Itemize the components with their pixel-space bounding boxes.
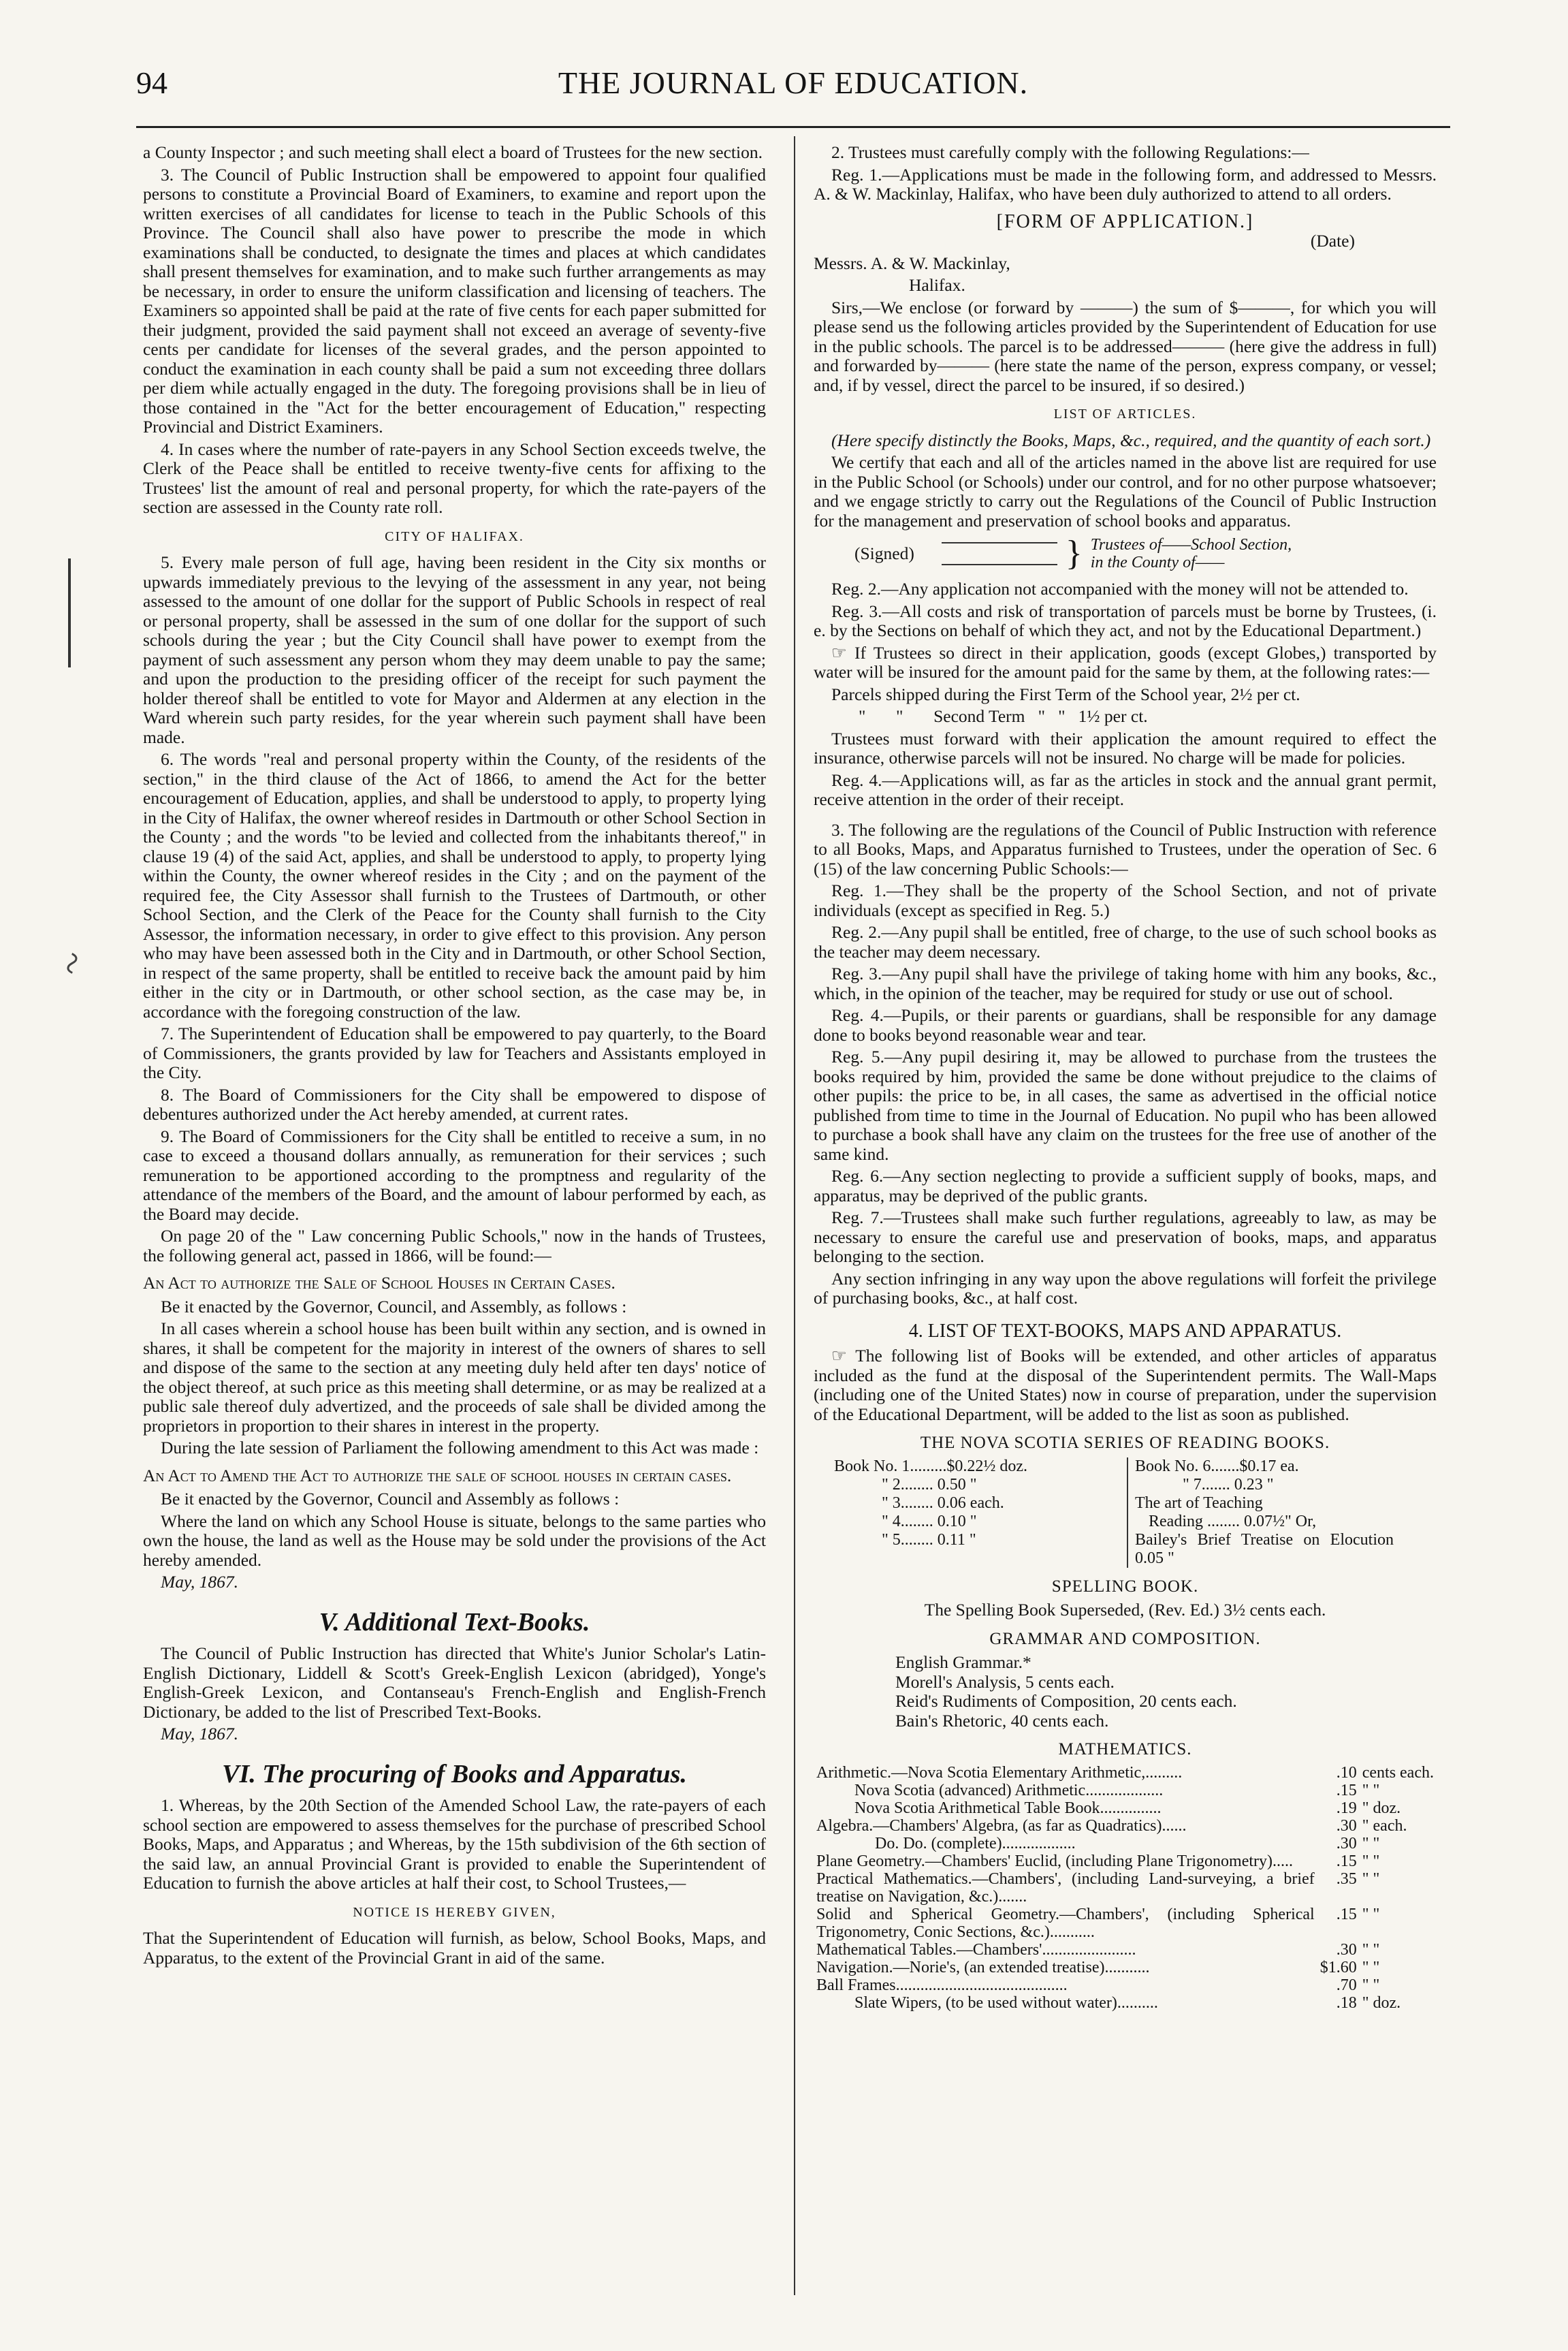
list-note: ☞ The following list of Books will be extended, and other articles of apparatus included as the fund at the disposal of the Superintendent permits. The Wall-Maps (including one of the United States) now in course of preparation, under the supervision of the Educational Department, will be added to the list as soon as published. (814, 1346, 1437, 1424)
signature-lines (942, 542, 1057, 565)
margin-pencil-mark (68, 558, 71, 667)
list-item: " 4........ 0.10 " (882, 1512, 977, 1530)
paragraph: On page 20 of the " Law concerning Public Schools," now in the hands of Trustees, the following general act, passed in 1866, will be found:— (143, 1226, 766, 1265)
journal-title: THE JOURNAL OF EDUCATION. (558, 65, 1029, 100)
insurance-rate: " " Second Term " " 1½ per ct. (859, 706, 1148, 726)
price-cell: .15 (1336, 1781, 1357, 1799)
certification: We certify that each and all of the articles named in the above list are required for use in the Public School (or Schools) under our control, and for no other purpose whatsoever; and we engage strictly to carry out the Regulations of the Council of Public Instruction for the management and preservation of school books and apparatus. (814, 452, 1437, 531)
unit-cell: " " (1362, 1781, 1380, 1799)
list-title: 4. LIST OF TEXT-BOOKS, MAPS AND APPARATUS. (908, 1320, 1342, 1342)
list-item: Reid's Rudiments of Composition, 20 cents each. (895, 1691, 1237, 1711)
reading-books-right (1128, 1457, 1394, 1568)
act-title: An Act to authorize the Sale of School Houses in Certain Cases. (143, 1273, 615, 1293)
item-cell: Do. Do. (complete).................. (875, 1834, 1076, 1852)
table-row (814, 1782, 1437, 1799)
table-row (814, 1764, 1437, 1782)
section-title-procuring-books: VI. The procuring of Books and Apparatus. (222, 1759, 687, 1788)
table-row (814, 1852, 1437, 1870)
regulation: ☞ If Trustees so direct in their application, goods (except Globes,) transported by water will be insured for the amount paid for the same by them, at the following rates:— (814, 642, 1437, 682)
regulation: Reg. 2.—Any application not accompanied with the money will not be attended to. (831, 579, 1409, 599)
regulation: Reg. 4.—Applications will, as far as the articles in stock and the annual grant permit, receive attention in the order of their receipt. (814, 770, 1437, 809)
table-row (814, 1835, 1437, 1852)
grammar-title: GRAMMAR AND COMPOSITION. (989, 1629, 1261, 1648)
paragraph: 9. The Board of Commissioners for the City shall be entitled to receive a sum, in no case to exceed a thousand dollars annually, as remuneration for their services ; such remuneration to be apportioned according to the promptness and regularity of the attendance of the members of the Board, and the amount of labour performed by each, as the Board may decide. (143, 1126, 766, 1224)
paragraph: 5. Every male person of full age, having been resident in the City six months or upwards immediately previous to the levying of the assessment in any year, not being assessed to the amount of one dollar for the support of Public Schools in respect of real or personal property, shall be assessed in the sum of one dollar for the support of such schools during the year ; but the City Council shall have power to exempt from the payment of such assessment any person whom they may deem unable to pay the same; and upon the production to the presiding officer of the receipt for such payment the holder thereof shall be entitled to vote for Mayor and Aldermen at any election in the Ward wherein such party resides, for the year wherein such payment shall have been made. (143, 552, 766, 747)
list-note: (Here specify distinctly the Books, Maps, &c., required, and the quantity of each sort.) (831, 430, 1431, 450)
date-line: May, 1867. (161, 1724, 239, 1743)
unit-cell: cents each. (1362, 1763, 1434, 1782)
table-row (814, 1817, 1437, 1835)
list-item: The art of Teaching (1135, 1494, 1263, 1512)
item-cell: Nova Scotia Arithmetical Table Book............... (854, 1799, 1162, 1817)
form-body: Sirs,—We enclose (or forward by ———) the sum of $———, for which you will please send us the following articles provided by the Superintendent of Education for use in the public schools. The parcel is to be addressed——— (here give the address in full) and forwarded by——— (here state the name of the person, express company, or vessel; and, if by vessel, direct the parcel to be insured, if so desired.) (814, 297, 1437, 395)
regulation: Reg. 4.—Pupils, or their parents or guardians, shall be responsible for any damage done to books beyond reasonable wear and tear. (814, 1005, 1437, 1045)
paragraph: 7. The Superintendent of Education shall be empowered to pay quarterly, to the Board of Commissioners, the grants provided by law for Teachers and Assistants employed in the City. (143, 1024, 766, 1082)
spelling-item: The Spelling Book Superseded, (Rev. Ed.) 3½ cents each. (924, 1600, 1326, 1620)
list-item: English Grammar.* (895, 1652, 1031, 1672)
list-item: " 5........ 0.11 " (882, 1530, 976, 1549)
paragraph: 3. The Council of Public Instruction shall be empowered to appoint four qualified persons to constitute a Provincial Board of Examiners, to examine and report upon the written exercises of all candidates for license to teach in the Public Schools of this Province. The Council shall also have power to prescribe the mode in which examinations shall be conducted, to designate the times and places at which candidates shall present themselves for examination, and to make such further arrangements as may be necessary, in order to ensure the uniform classification and licensing of teachers. The Examiners so appointed shall be paid at the rate of five cents for each paper submitted for their judgment, provided the said payment shall not exceed an average of seventy-five cents per candidate for licenses of the several grades, and the person appointed to conduct the examination in each county shall be paid a sum not exceeding three dollars per diem while actually engaged in the duty. The foregoing provisions shall be in lieu of those contained in the "Act for the better encouragement of Education," respecting Provincial and District Examiners. (143, 164, 766, 437)
trustees-label (1091, 536, 1292, 571)
paragraph: 3. The following are the regulations of the Council of Public Instruction with reference to all Books, Maps, and Apparatus furnished to Trustees, under the operation of Sec. 6 (15) of the law concerning Public Schools:— (814, 819, 1437, 879)
paragraph: 2. Trustees must carefully comply with the following Regulations:— (831, 142, 1309, 162)
section-title-additional-text-books: V. Additional Text-Books. (319, 1607, 590, 1637)
table-row (814, 1870, 1437, 1906)
price-cell: .70 (1336, 1976, 1357, 1994)
form-title: [FORM OF APPLICATION.] (996, 210, 1254, 232)
enactment: Be it enacted by the Governor, Council and Assembly as follows : (161, 1489, 620, 1509)
regulation: Reg. 1.—Applications must be made in the following form, and addressed to Messrs. A. & W. Mackinlay, Halifax, who have been duly authorized to attend to all orders. (814, 164, 1437, 204)
item-cell: Navigation.—Norie's, (an extended treatise)........... (816, 1958, 1150, 1976)
list-item: Book No. 6.......$0.17 ea. (1135, 1457, 1299, 1475)
paragraph: In all cases wherein a school house has been built within any section, and is owned in shares, it shall be competent for the majority in interest of the owners of shares to sell and dispose of the same to the section at any meeting duly held after ten days' notice of the object thereof, at such price as this meeting shall determine, or as may be realized at a public sale thereof duly advertized, and the proceeds of sale shall be divided among the proprietors in proportion to their shares in interest in the property. (143, 1319, 766, 1436)
list-item: Book No. 1.........$0.22½ doz. (834, 1457, 1027, 1475)
item-cell: Algebra.—Chambers' Algebra, (as far as Quadratics)...... (816, 1816, 1187, 1835)
price-cell: .15 (1336, 1852, 1357, 1870)
price-cell: .18 (1336, 1993, 1357, 2012)
form-date: (Date) (1310, 231, 1355, 251)
left-column (143, 143, 766, 1970)
paragraph: Where the land on which any School House is situate, belongs to the same parties who own the house, the land as well as the House may be sold under the provisions of the Act hereby amended. (143, 1511, 766, 1570)
header-rule (136, 126, 1450, 128)
form-addressee-city: Halifax. (909, 275, 965, 295)
grammar-list (814, 1653, 1437, 1731)
paragraph: 8. The Board of Commissioners for the City shall be empowered to dispose of debentures authorized under the Act hereby amended, at current rates. (143, 1084, 766, 1124)
regulation: Reg. 6.—Any section neglecting to provide a sufficient supply of books, maps, and apparatus, may be deprived of the public grants. (814, 1166, 1437, 1205)
spelling-title: SPELLING BOOK. (1051, 1577, 1199, 1596)
unit-cell: " " (1362, 1869, 1380, 1888)
unit-cell: " each. (1362, 1816, 1407, 1835)
list-item: " 3........ 0.06 each. (882, 1494, 1004, 1512)
regulation: Reg. 2.—Any pupil shall be entitled, free of charge, to the use of such school books as the teacher may deem necessary. (814, 922, 1437, 962)
list-item: Reading ........ 0.07½" Or, (1149, 1512, 1317, 1530)
reading-books-table (834, 1457, 1437, 1568)
paragraph: Trustees must forward with their application the amount required to effect the insurance, otherwise parcels will not be insured. No charge will be made for policies. (814, 728, 1437, 768)
right-column (814, 143, 1437, 2012)
paragraph: During the late session of Parliament the following amendment to this Act was made : (161, 1438, 759, 1457)
table-row (814, 1976, 1437, 1994)
list-item: Bain's Rhetoric, 40 cents each. (895, 1710, 1109, 1731)
page-header (136, 65, 1450, 112)
item-cell: Solid and Spherical Geometry.—Chambers', (including Spherical Trigonometry, Conic Sections, &c.)........... (816, 1905, 1315, 1941)
paragraph: 1. Whereas, by the 20th Section of the Amended School Law, the rate-payers of each school section are empowered to assess themselves for the purchase of prescribed School Books, Maps, and Apparatus ; and Whereas, by the 15th subdivision of the 6th section of the said law, an annual Provincial Grant is provided to enable the Superintendent of Education to furnish the above articles at half their cost, to School Trustees,— (143, 1795, 766, 1893)
item-cell: Mathematical Tables.—Chambers'....................... (816, 1940, 1136, 1959)
paragraph: 6. The words "real and personal property within the County, of the residents of the section," in the third clause of the Act of 1866, to amend the Act for the better encouragement of Education, applies, and shall be understood to apply, to property lying in the City of Halifax, the owner whereof resides in Dartmouth or other School Section in the County ; and the words "to be levied and collected from the inhabitants thereof," in clause 19 (4) of the said Act, applies, and shall be understood to apply, to property lying within the County, the owner whereof resides in the City ; and on the payment of the required fee, the City Assessor shall furnish to the Trustees of Dartmouth, or other School Section, and the Clerk of the Peace for the County shall furnish to the City Assessor, the information necessary, in order to give effect to this provision. Any person who may have been assessed both in the City and in Dartmouth, or other School Section, in respect of the same property, shall be entitled to receive back the amount paid by him either in the city or in Dartmouth, or other school section, as the case may be, in accordance with the foregoing construction of the law. (143, 749, 766, 1022)
brace: } (1065, 533, 1083, 573)
item-cell: Arithmetic.—Nova Scotia Elementary Arithmetic,......... (816, 1763, 1183, 1782)
margin-scribble: ~ (47, 945, 97, 981)
list-of-articles-heading: LIST OF ARTICLES. (1053, 407, 1197, 422)
unit-cell: " " (1362, 1834, 1380, 1852)
reading-books-title: THE NOVA SCOTIA SERIES OF READING BOOKS. (920, 1434, 1330, 1452)
regulation: Reg. 5.—Any pupil desiring it, may be allowed to purchase from the trustees the books required by him, provided the same be done without prejudice to the claims of other pupils: the price to be, in all cases, the same as advertised in the official notice published from time to time in the Journal of Education. No pupil who has been allowed to purchase a book shall have any claim on the trustees for the free use of another of the same kind. (814, 1047, 1437, 1164)
price-cell: $1.60 (1319, 1958, 1357, 1976)
unit-cell: " doz. (1362, 1993, 1401, 2012)
unit-cell: " " (1362, 1905, 1380, 1923)
item-cell: Practical Mathematics.—Chambers', (including Land-surveying, a brief treatise on Navigation, &c.)....... (816, 1869, 1315, 1906)
regulation: Any section infringing in any way upon the above regulations will forfeit the privilege of purchasing books, &c., at half cost. (814, 1268, 1437, 1308)
mathematics-title: MATHEMATICS. (1058, 1740, 1192, 1758)
unit-cell: " " (1362, 1852, 1380, 1870)
table-row (814, 1959, 1437, 1976)
list-item: " 7....... 0.23 " (1183, 1475, 1274, 1494)
trustees-line-2: in the County of—— (1090, 554, 1225, 571)
table-row (814, 1906, 1437, 1941)
act-title: An Act to Amend the Act to authorize the sale of school houses in certain cases. (143, 1465, 732, 1485)
date-line: May, 1867. (161, 1572, 239, 1592)
item-cell: Ball Frames.......................................... (816, 1976, 1068, 1994)
unit-cell: " " (1362, 1958, 1380, 1976)
table-row (814, 1799, 1437, 1817)
column-divider (794, 136, 795, 2295)
form-addressee: Messrs. A. & W. Mackinlay, (814, 253, 1010, 273)
item-cell: Plane Geometry.—Chambers' Euclid, (including Plane Trigonometry)..... (816, 1852, 1293, 1870)
unit-cell: " doz. (1362, 1799, 1401, 1817)
table-row (814, 1941, 1437, 1959)
insurance-rate: Parcels shipped during the First Term of the School year, 2½ per ct. (831, 684, 1300, 704)
paragraph: The Council of Public Instruction has directed that White's Junior Scholar's Latin-English Dictionary, Liddell & Scott's Greek-English Lexicon (abridged), Yonge's English-Greek Lexicon, and Contanseau's French-English and English-French Dictionary, be added to the list of Prescribed Text-Books. (143, 1643, 766, 1722)
regulation: Reg. 3.—Any pupil shall have the privilege of taking home with him any books, &c., which, in the opinion of the teacher, may be required for study or use out of school. (814, 964, 1437, 1003)
paragraph: That the Superintendent of Education will furnish, as below, School Books, Maps, and Apparatus, to the extent of the Provincial Grant in aid of the same. (143, 1928, 766, 1968)
regulation: Reg. 3.—All costs and risk of transportation of parcels must be borne by Trustees, (i. e. by the Sections on behalf of which they act, and not by the Educational Department.) (814, 601, 1437, 640)
price-cell: .10 (1336, 1763, 1357, 1782)
signed-label: (Signed) (854, 543, 914, 563)
list-item: Bailey's Brief Treatise on Elocution 0.05 " (1135, 1530, 1394, 1567)
item-cell: Slate Wipers, (to be used without water).......... (854, 1993, 1158, 2012)
signature-block (854, 533, 1437, 573)
mathematics-table (814, 1764, 1437, 2012)
notice-heading: NOTICE IS HEREBY GIVEN, (353, 1904, 556, 1920)
price-cell: .15 (1336, 1905, 1357, 1923)
page-number: 94 (136, 65, 167, 100)
item-cell: Nova Scotia (advanced) Arithmetic................... (854, 1781, 1164, 1799)
price-cell: .19 (1336, 1799, 1357, 1817)
price-cell: .30 (1336, 1816, 1357, 1835)
trustees-line-1: Trustees of——School Section, (1090, 536, 1292, 554)
paragraph: 4. In cases where the number of rate-payers in any School Section exceeds twelve, the Clerk of the Peace shall be entitled to receive twenty-five cents for affixing to the Trustees' list the amount of real and personal property, for which the rate-payers of the section are assessed in the County rate roll. (143, 439, 766, 517)
table-row (814, 1994, 1437, 2012)
reading-books-left (834, 1457, 1128, 1568)
enactment: Be it enacted by the Governor, Council, and Assembly, as follows : (161, 1296, 627, 1316)
price-cell: .30 (1336, 1940, 1357, 1959)
subheading-city-of-halifax: CITY OF HALIFAX. (385, 528, 524, 544)
list-item: " 2........ 0.50 " (882, 1475, 977, 1494)
regulation: Reg. 1.—They shall be the property of the School Section, and not of private individuals (except as specified in Reg. 5.) (814, 881, 1437, 920)
price-cell: .30 (1336, 1834, 1357, 1852)
unit-cell: " " (1362, 1976, 1380, 1994)
unit-cell: " " (1362, 1940, 1380, 1959)
regulation: Reg. 7.—Trustees shall make such further regulations, agreeably to law, as may be necessary to ensure the careful use and preservation of books, maps, and apparatus belonging to the section. (814, 1208, 1437, 1266)
list-item: Morell's Analysis, 5 cents each. (895, 1671, 1115, 1692)
price-cell: .35 (1336, 1869, 1357, 1888)
paragraph: a County Inspector ; and such meeting shall elect a board of Trustees for the new section. (143, 142, 763, 162)
